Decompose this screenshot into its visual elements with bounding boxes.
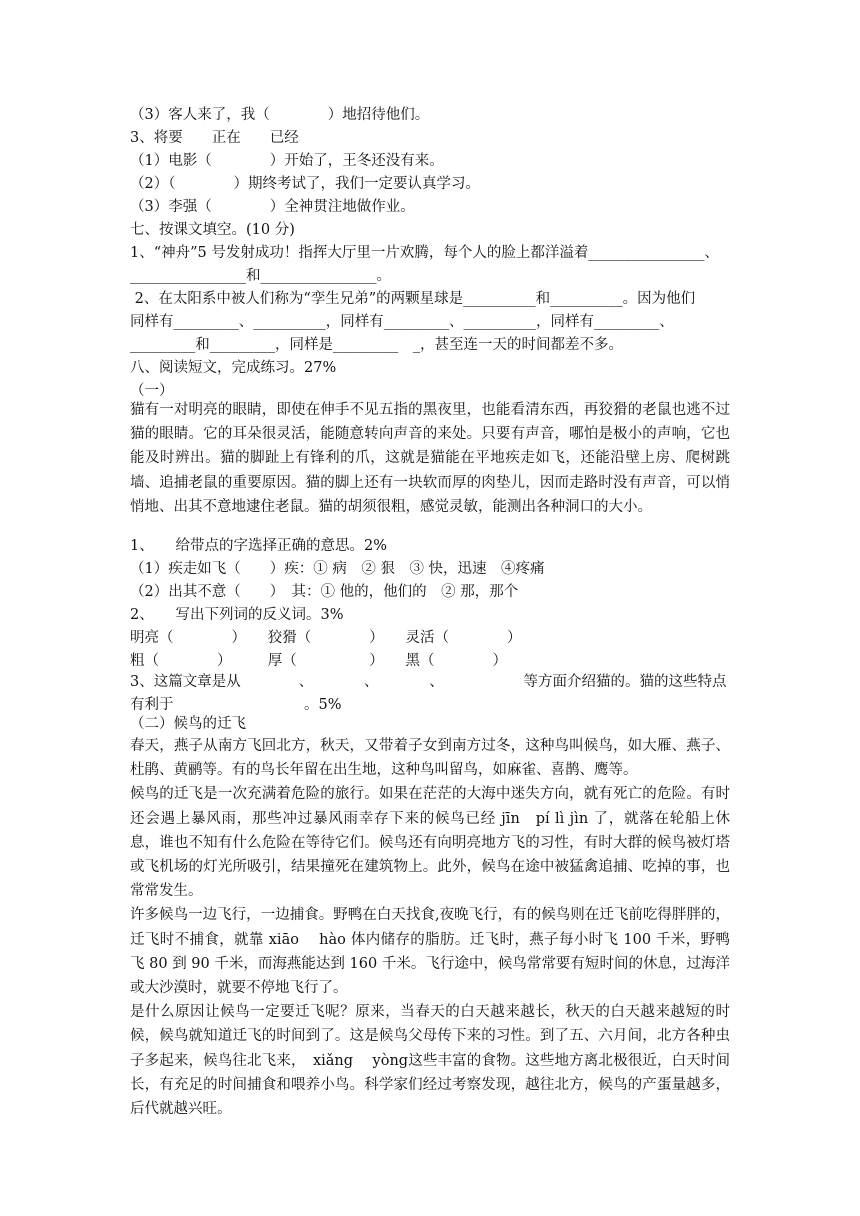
section-seven-heading: 七、按课文填空。(10 分) xyxy=(130,222,295,238)
question-3: 3、这篇文章是从 、 、 、 等方面介绍猫的。猫的这些特点 xyxy=(130,674,727,690)
line-liqiang: （3）李强（ ）全神贯注地做作业。 xyxy=(130,199,415,215)
line-exam: （2）（ ）期终考试了，我们一定要认真学习。 xyxy=(130,176,480,192)
question-2: 2、 写出下列词的反义词。3% xyxy=(130,607,344,623)
bird-passage xyxy=(130,734,730,1121)
cat-passage xyxy=(130,398,730,519)
line-word-choices: 3、将要 正在 已经 xyxy=(130,130,299,146)
line-q3-guests: （3）客人来了，我（ ）地招待他们。 xyxy=(130,107,430,123)
line-twin-planets: 2、在太阳系中被人们称为“孪生兄弟”的两颗星球是__________和__________。因为他们 xyxy=(130,291,696,307)
line-twin-planets-2: 同样有_________、__________，同样有_________、__________，同样有_________、 xyxy=(130,314,674,330)
question-1: 1、 给带点的字选择正确的意思。2% xyxy=(130,538,387,554)
line-twin-planets-3: _________和_________，同样是_________ _，甚至连一天的时间都差不多。 xyxy=(130,337,623,353)
line-shenzhou-cont: ________________和________________。 xyxy=(130,268,391,284)
part-one-label: （一） xyxy=(130,383,174,399)
question-3-cont: 有利于 。5% xyxy=(130,697,342,713)
question-1-item-1: （1）疾走如飞（ ）疾：① 病 ② 狠 ③ 快，迅速 ④疼痛 xyxy=(130,561,545,577)
question-2-row-1: 明亮（ ） 狡猾（ ） 灵活（ ） xyxy=(130,630,522,646)
part-two-title: （二）候鸟的迁飞 xyxy=(130,716,246,732)
bird-paragraph-3: 许多候鸟一边飞行，一边捕食。野鸭在白天找食,夜晚飞行，有的候鸟则在迁飞前吃得胖胖的，迁飞时不捕食，就靠 xiāo hào 体内储存的脂肪。迁飞时，燕子每小时飞 100 千米，野鸭飞 80 到 90 千米，而海燕能达到 160 千米。飞行途中，候鸟常常要有短时间的休息，过海洋或大沙漠时，就要不停地飞行了。 xyxy=(130,907,730,997)
section-eight-heading: 八、阅读短文，完成练习。27% xyxy=(130,360,337,376)
question-1-item-2: （2）出其不意（ ） 其：① 他的，他们的 ② 那，那个 xyxy=(130,584,519,600)
line-movie: （1）电影（ ）开始了，王冬还没有来。 xyxy=(130,153,444,169)
question-2-row-2: 粗（ ） 厚（ ） 黑（ ） xyxy=(130,653,507,669)
bird-paragraph-4: 是什么原因让候鸟一定要迁飞呢？原来，当春天的白天越来越长，秋天的白天越来越短的时候，候鸟就知道迁飞的时间到了。这是候鸟父母传下来的习性。到了五、六月间，北方各种虫子多起来，候鸟往北飞来， xiǎng yòng这些丰富的食物。这些地方离北极很近，白天时间长，有充足的时间捕食和喂养小鸟。科学家们经过考察发现，越往北方，候鸟的产蛋量越多，后代就越兴旺。 xyxy=(130,1004,730,1118)
bird-paragraph-1: 春天，燕子从南方飞回北方，秋天，又带着子女到南方过冬，这种鸟叫候鸟，如大雁、燕子、杜鹃、黄鹂等。有的鸟长年留在出生地，这种鸟叫留鸟，如麻雀、喜鹊、鹰等。 xyxy=(130,738,730,779)
line-shenzhou: 1、“神舟”5 号发射成功！指挥大厅里一片欢腾，每个人的脸上都洋溢着________________、 xyxy=(130,245,719,261)
cat-paragraph: 猫有一对明亮的眼睛，即使在伸手不见五指的黑夜里，也能看清东西，再狡猾的老鼠也逃不过猫的眼睛。它的耳朵很灵活，能随意转向声音的来处。只要有声音，哪怕是极小的声响，它也能及时辨出。猫的脚趾上有锋利的爪，这就是猫能在平地疾走如飞，还能沿壁上房、爬树跳墙、追捕老鼠的重要原因。猫的脚上还有一块软而厚的肉垫儿，因而走路时没有声音，可以悄悄地、出其不意地逮住老鼠。猫的胡须很粗，感觉灵敏，能测出各种洞口的大小。 xyxy=(130,402,730,515)
bird-paragraph-2: 候鸟的迁飞是一次充满着危险的旅行。如果在茫茫的大海中迷失方向，就有死亡的危险。有时还会遇上暴风雨，那些冲过暴风雨幸存下来的候鸟已经 jīn pí lì jìn 了，就落在轮船上休息，谁也不知有什么危险在等待它们。候鸟还有向明亮地方飞的习性，有时大群的候鸟被灯塔或飞机场的灯光所吸引，结果撞死在建筑物上。此外，候鸟在途中被猛禽追捕、吃掉的事，也常常发生。 xyxy=(130,786,730,900)
